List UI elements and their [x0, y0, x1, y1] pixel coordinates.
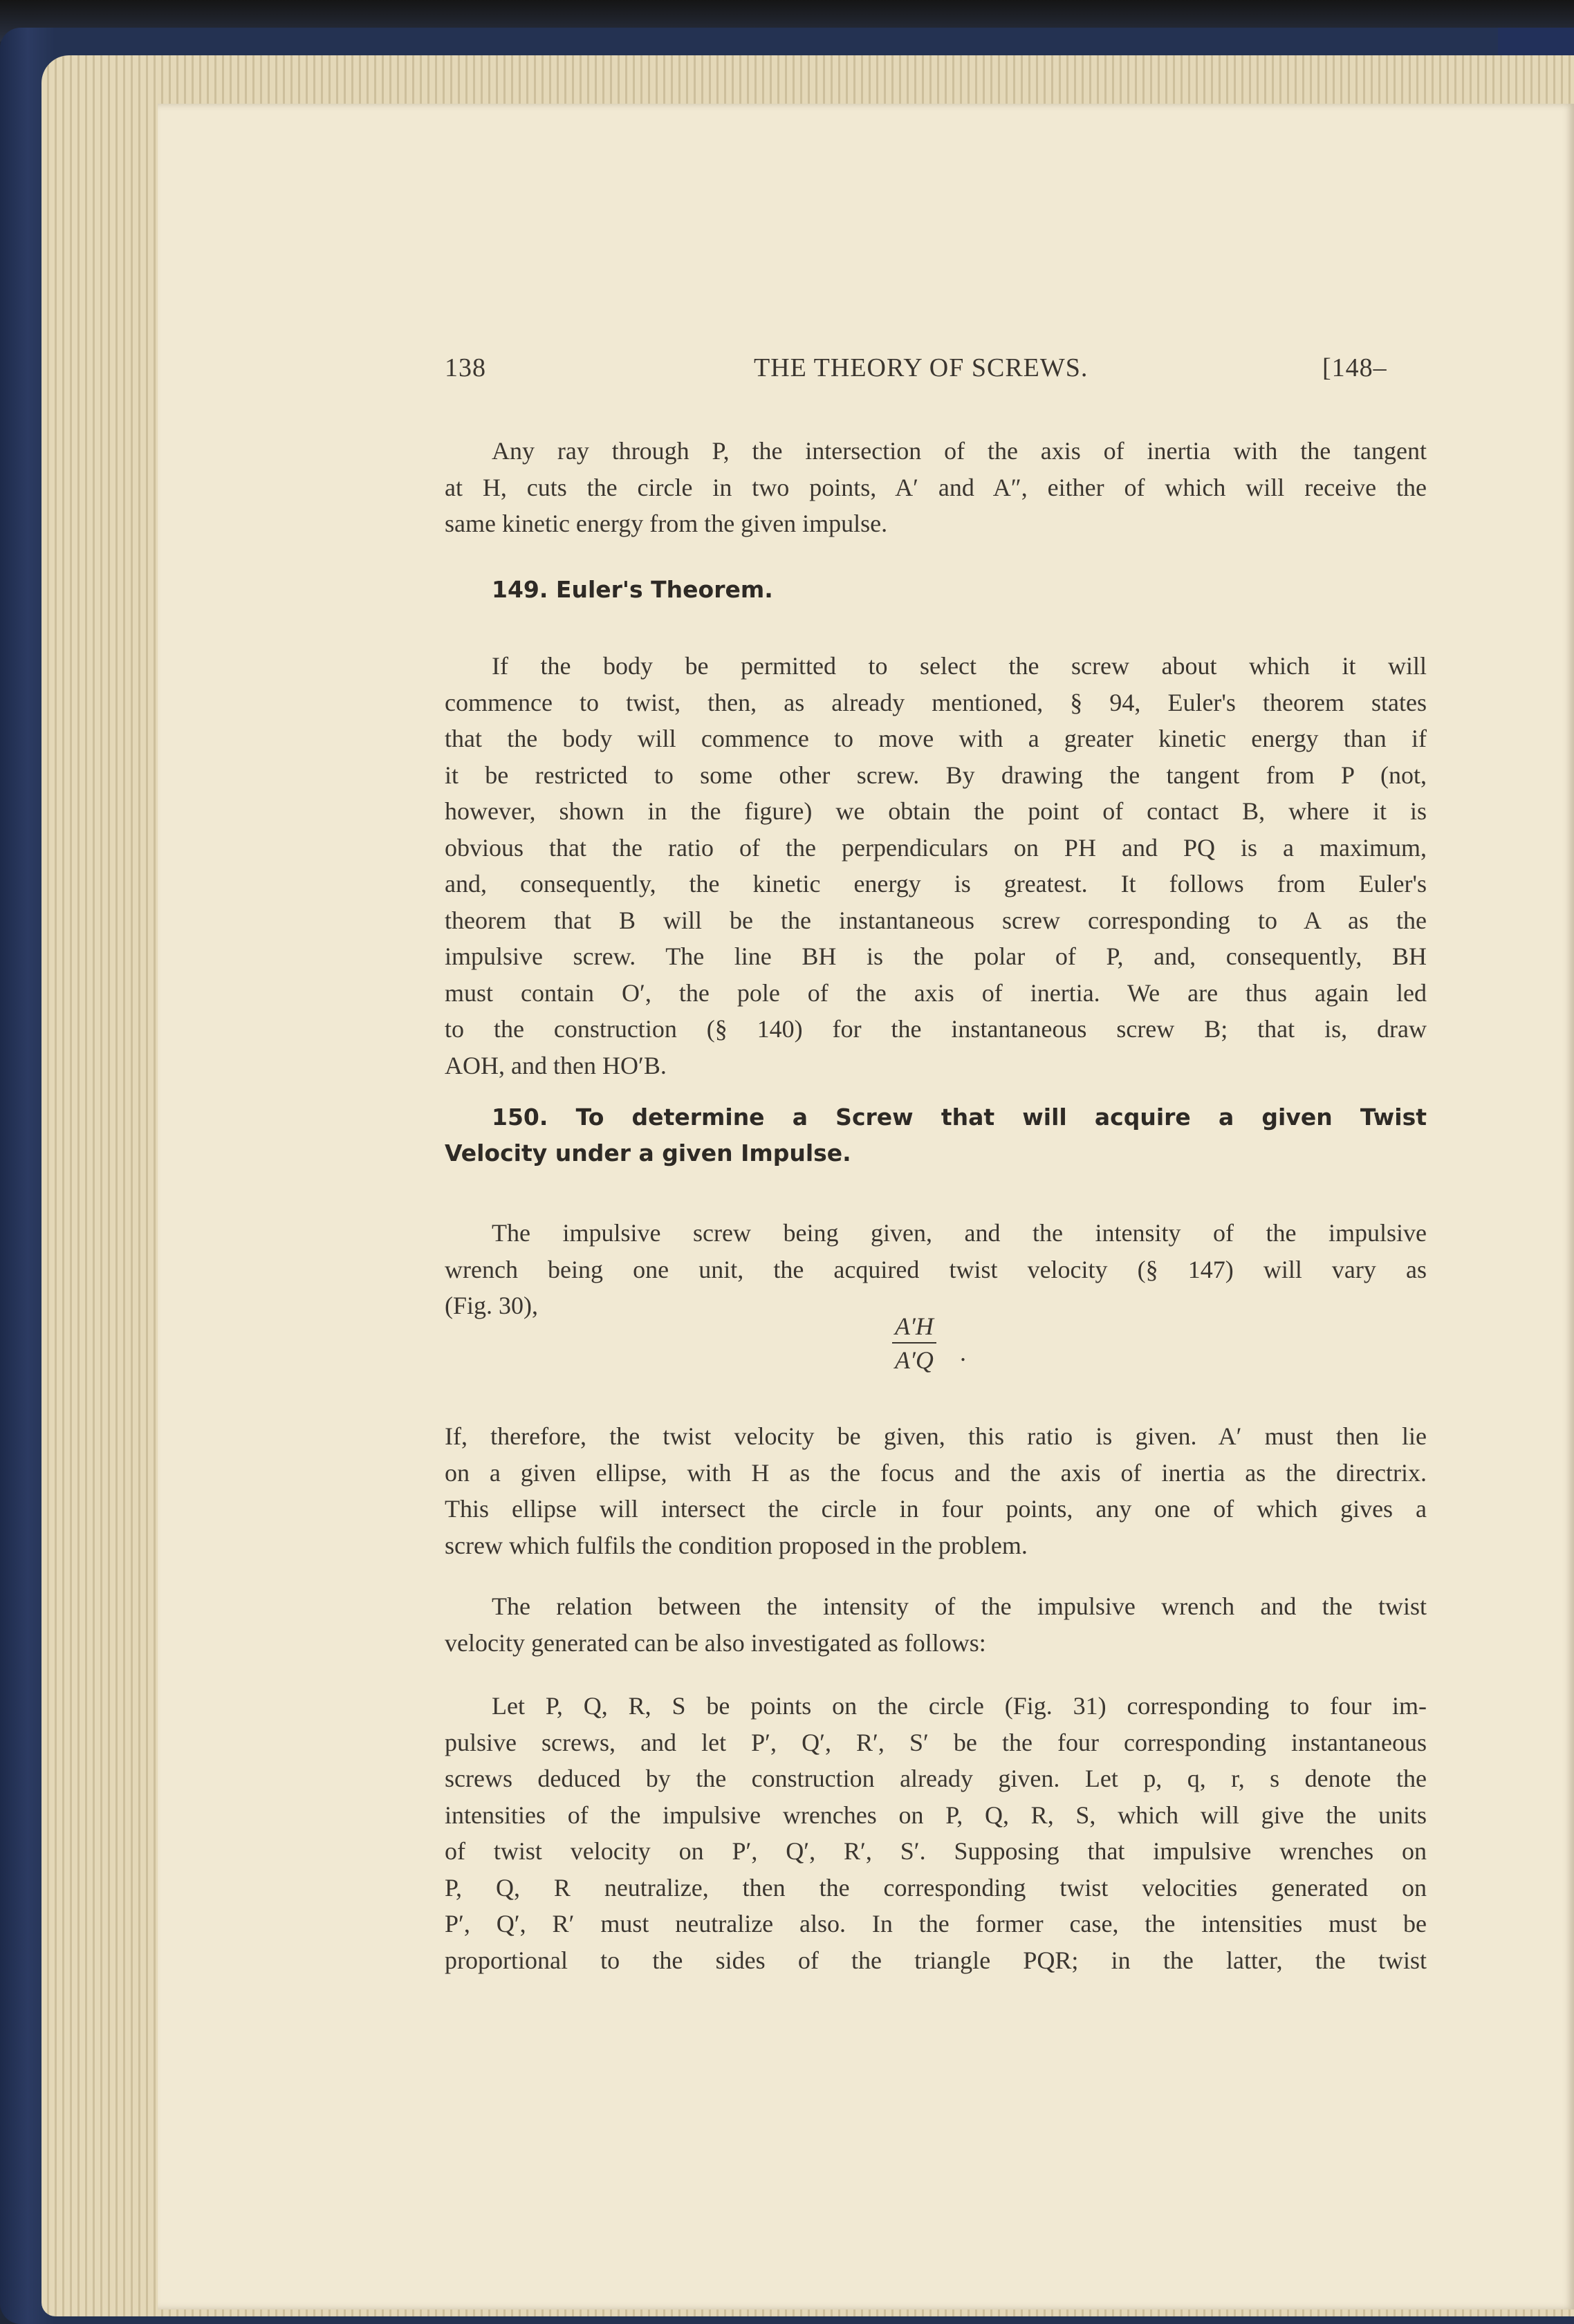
paragraph-2-line: to the construction (§ 140) for the instantaneous screw B; that is, draw — [445, 1015, 1427, 1043]
section-149-heading: 149. Euler's Theorem. — [492, 576, 773, 603]
paragraph-6-line: screws deduced by the construction already given. Let p, q, r, s denote the — [445, 1765, 1427, 1792]
running-title: THE THEORY OF SCREWS. — [754, 353, 1089, 382]
paragraph-4-line: This ellipse will intersect the circle in four points, any one of which gives a — [445, 1495, 1427, 1523]
paragraph-2-line: commence to twist, then, as already mentioned, § 94, Euler's theorem states — [445, 688, 1427, 716]
paragraph-2-line: theorem that B will be the instantaneous screw corresponding to A as the — [445, 906, 1427, 934]
paragraph-6-line: pulsive screws, and let P′, Q′, R′, S′ be the four corresponding instantaneous — [445, 1728, 1427, 1756]
paragraph-5-line: The relation between the intensity of the impulsive wrench and the twist — [492, 1592, 1427, 1620]
paragraph-4-line: If, therefore, the twist velocity be given, this ratio is given. A′ must then lie — [445, 1422, 1427, 1450]
paragraph-3-line: The impulsive screw being given, and the intensity of the impulsive — [492, 1219, 1427, 1247]
paragraph-2-line: must contain O′, the pole of the axis of inertia. We are thus again led — [445, 978, 1427, 1007]
paragraph-2-line: it be restricted to some other screw. By drawing the tangent from P (not, — [445, 761, 1427, 789]
paragraph-4-line: on a given ellipse, with H as the focus and the axis of inertia as the directrix. — [445, 1458, 1427, 1487]
page-number: 138 — [445, 353, 486, 382]
paragraph-2-line: AOH, and then HO′B. — [445, 1051, 667, 1079]
section-150-heading-line1: 150. To determine a Screw that will acquire a given Twist — [492, 1104, 1427, 1131]
paragraph-6-line: of twist velocity on P′, Q′, R′, S′. Supposing that impulsive wrenches on — [445, 1837, 1427, 1865]
paragraph-2-line: however, shown in the figure) we obtain the point of contact B, where it is — [445, 797, 1427, 825]
fraction-numerator: A′H — [892, 1310, 936, 1344]
paragraph-6-line: intensities of the impulsive wrenches on P, Q, R, S, which will give the units — [445, 1801, 1427, 1829]
section-marker: [148– — [1322, 353, 1387, 382]
fraction-period: . — [960, 1339, 966, 1366]
paragraph-6-line: P′, Q′, R′ must neutralize also. In the former case, the intensities must be — [445, 1910, 1427, 1937]
paragraph-2-line: that the body will commence to move with a greater kinetic energy than if — [445, 725, 1427, 752]
paragraph-6-line: Let P, Q, R, S be points on the circle (Fig. 31) corresponding to four im- — [492, 1692, 1427, 1720]
section-150-heading-line2: Velocity under a given Impulse. — [445, 1140, 851, 1166]
paragraph-5-line: velocity generated can be also investigated as follows: — [445, 1628, 986, 1657]
paragraph-2-line: obvious that the ratio of the perpendiculars on PH and PQ is a maximum, — [445, 833, 1427, 862]
paragraph-3-line: (Fig. 30), — [445, 1292, 538, 1319]
paragraph-1-line: same kinetic energy from the given impulse. — [445, 510, 888, 537]
paragraph-6-line: proportional to the sides of the triangle PQR; in the latter, the twist — [445, 1946, 1427, 1974]
paragraph-3-line: wrench being one unit, the acquired twist velocity (§ 147) will vary as — [445, 1255, 1427, 1283]
paragraph-2-line: If the body be permitted to select the screw about which it will — [492, 652, 1427, 680]
paragraph-1-line: at H, cuts the circle in two points, A′ and A″, either of which will receive the — [445, 473, 1427, 501]
paragraph-1-line: Any ray through P, the intersection of the axis of inertia with the tangent — [492, 437, 1427, 465]
paragraph-4-line: screw which fulfils the condition proposed in the problem. — [445, 1531, 1028, 1559]
paragraph-2-line: impulsive screw. The line BH is the polar of P, and, consequently, BH — [445, 942, 1427, 970]
fraction-denominator: A′Q — [895, 1346, 934, 1374]
paragraph-2-line: and, consequently, the kinetic energy is greatest. It follows from Euler's — [445, 870, 1427, 898]
paragraph-6-line: P, Q, R neutralize, then the corresponding twist velocities generated on — [445, 1873, 1427, 1902]
